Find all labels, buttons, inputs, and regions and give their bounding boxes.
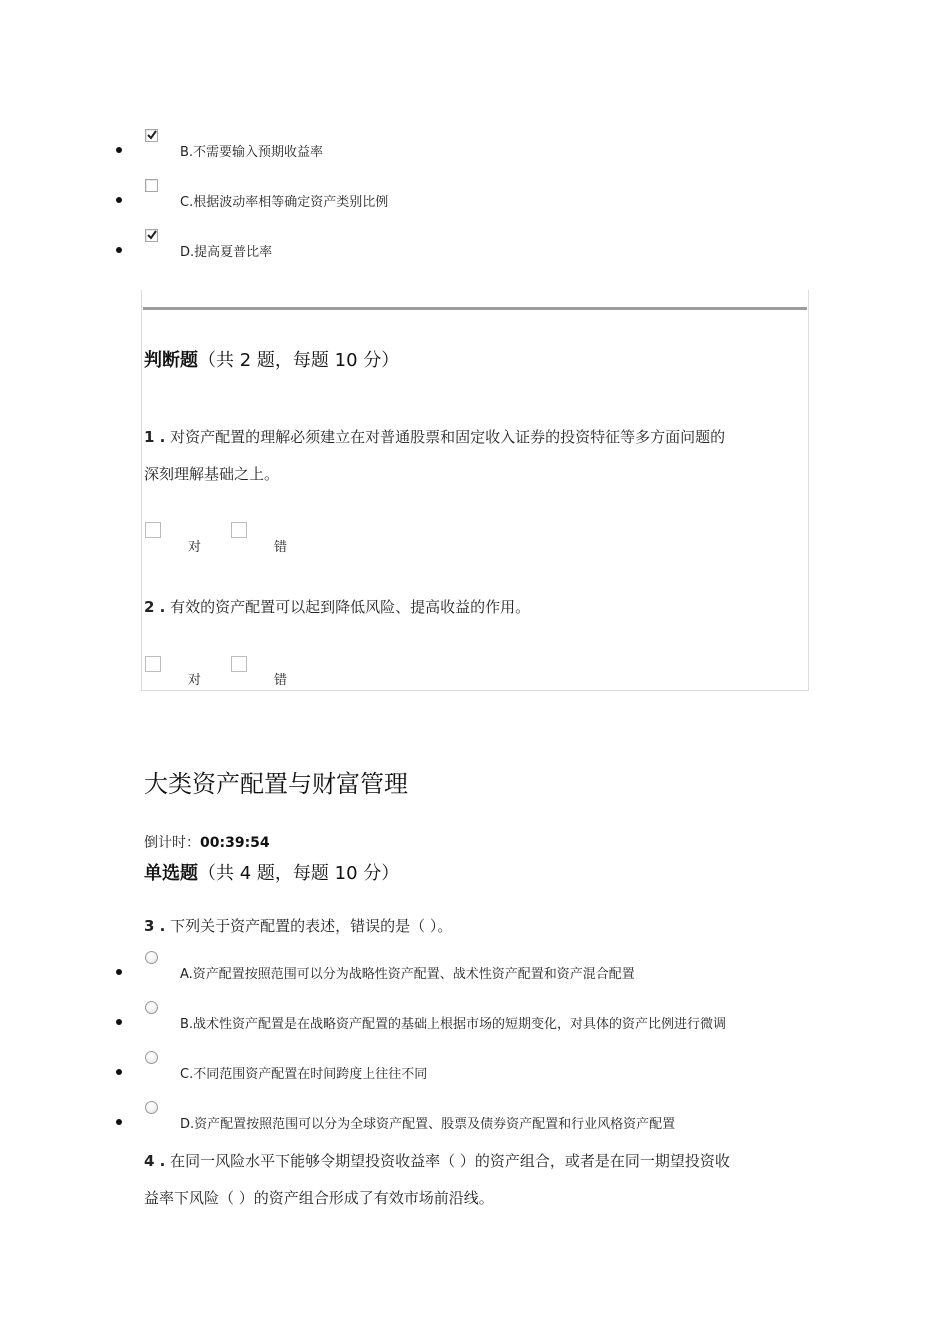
- q1-false-label: 错: [274, 540, 288, 555]
- checkmark-icon: [146, 229, 158, 241]
- question-text: 对资产配置的理解必须建立在对普通股票和固定收入证券的投资特征等多方面问题的: [170, 428, 726, 446]
- option-b-label: B.不需要输入预期收益率: [180, 145, 324, 160]
- list-bullet: [116, 197, 122, 203]
- q1-true-checkbox[interactable]: [145, 522, 161, 538]
- question-text-cont: 益率下风险（ ）的资产组合形成了有效市场前沿线。: [144, 1189, 494, 1207]
- q2-true-label: 对: [188, 673, 202, 688]
- timer-value: 00:39:54: [200, 835, 270, 851]
- option-d-checkbox[interactable]: [145, 229, 158, 242]
- question-number: 1 .: [144, 428, 166, 446]
- q3-option-d-label: D.资产配置按照范围可以分为全球资产配置、股票及债券资产配置和行业风格资产配置: [180, 1117, 676, 1132]
- single-question-4: [144, 1143, 809, 1217]
- q3-option-a-label: A.资产配置按照范围可以分为战略性资产配置、战术性资产配置和资产混合配置: [180, 967, 635, 982]
- option-d-label: D.提高夏普比率: [180, 245, 273, 260]
- question-text: 下列关于资产配置的表述，错误的是（ ）。: [170, 917, 453, 935]
- q3-option-a-radio[interactable]: [145, 951, 158, 964]
- list-bullet: [116, 969, 122, 975]
- option-c-checkbox[interactable]: [145, 179, 158, 192]
- judge-question-1: [144, 419, 804, 493]
- q3-option-b-label: B.战术性资产配置是在战略资产配置的基础上根据市场的短期变化，对具体的资产比例进行微调: [180, 1017, 727, 1032]
- list-bullet: [116, 247, 122, 253]
- q2-true-checkbox[interactable]: [145, 656, 161, 672]
- question-text: 有效的资产配置可以起到降低风险、提高收益的作用。: [170, 598, 531, 616]
- q3-option-c-radio[interactable]: [145, 1051, 158, 1064]
- question-text: 在同一风险水平下能够令期望投资收益率（ ）的资产组合，或者是在同一期望投资收: [170, 1152, 730, 1170]
- panel-divider: [143, 307, 807, 310]
- list-bullet: [116, 147, 122, 153]
- timer-label: 倒计时：: [144, 835, 200, 851]
- question-number: 3 .: [144, 917, 166, 935]
- judge-question-2: [144, 589, 804, 626]
- checkmark-icon: [146, 129, 158, 141]
- list-bullet: [116, 1069, 122, 1075]
- question-text-cont: 深刻理解基础之上。: [144, 465, 280, 483]
- q3-option-d-radio[interactable]: [145, 1101, 158, 1114]
- countdown-timer: [144, 832, 270, 852]
- single-question-3: [144, 908, 804, 945]
- judge-title-rest: （共 2 题，每题 10 分）: [198, 350, 400, 371]
- list-bullet: [116, 1119, 122, 1125]
- judge-title-bold: 判断题: [144, 350, 198, 371]
- q3-option-b-radio[interactable]: [145, 1001, 158, 1014]
- option-c-label: C.根据波动率相等确定资产类别比例: [180, 195, 389, 210]
- judge-section-title: [144, 346, 399, 372]
- q3-option-c-label: C.不同范围资产配置在时间跨度上往往不同: [180, 1067, 428, 1082]
- question-number: 4 .: [144, 1152, 166, 1170]
- q1-false-checkbox[interactable]: [231, 522, 247, 538]
- question-number: 2 .: [144, 598, 166, 616]
- q2-false-label: 错: [274, 673, 288, 688]
- list-bullet: [116, 1019, 122, 1025]
- single-title-bold: 单选题: [144, 863, 198, 884]
- q1-true-label: 对: [188, 540, 202, 555]
- page-title: 大类资产配置与财富管理: [144, 770, 408, 798]
- q2-false-checkbox[interactable]: [231, 656, 247, 672]
- single-title-rest: （共 4 题，每题 10 分）: [198, 863, 400, 884]
- single-section-title: [144, 859, 399, 885]
- option-b-checkbox[interactable]: [145, 129, 158, 142]
